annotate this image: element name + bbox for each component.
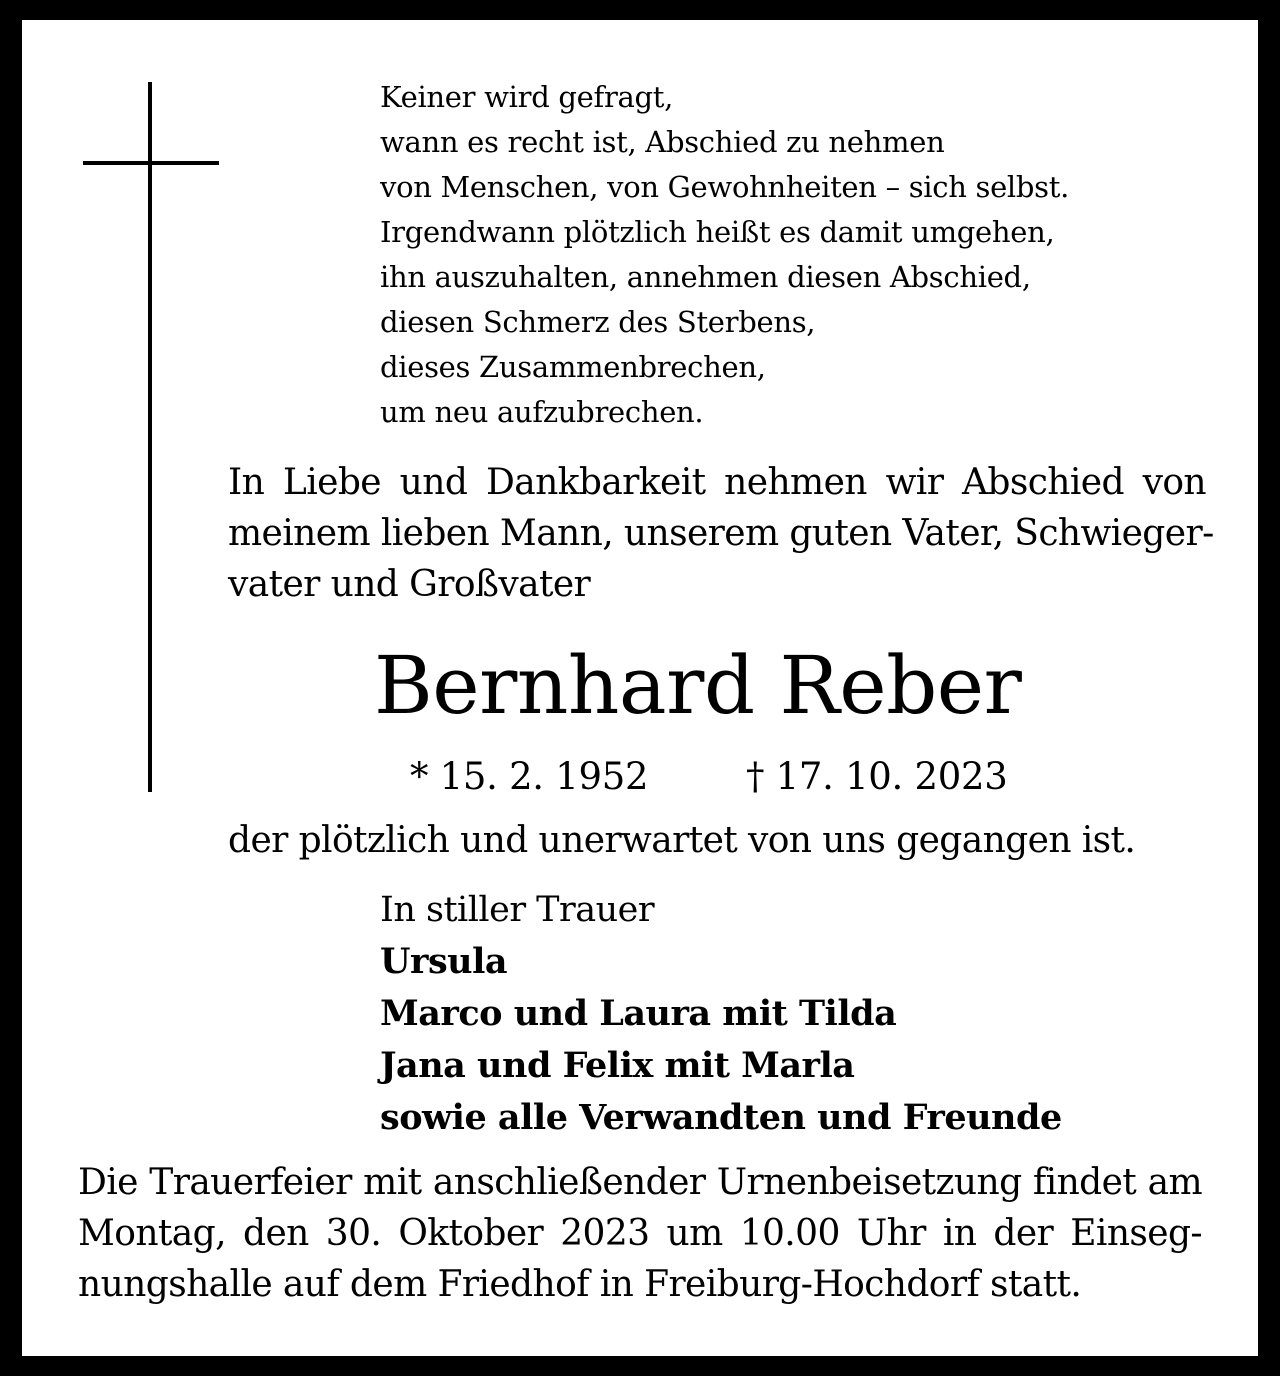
obituary-card [22,20,1258,1356]
intro-line: meinem lieben Mann, unserem guten Vater, Schwieger- [228,513,1214,554]
mourner-name: Jana und Felix mit Marla [380,1045,855,1086]
service-line: nungshalle auf dem Friedhof in Freiburg-Hochdorf statt. [78,1264,1082,1305]
poem-line: um neu aufzubrechen. [380,395,704,429]
mourner-name: Ursula [380,941,508,982]
mourner-name: Marco und Laura mit Tilda [380,993,897,1034]
poem-line: von Menschen, von Gewohnheiten – sich selbst. [380,170,1070,204]
cross-icon [148,82,152,792]
mourners-heading: In stiller Trauer [380,890,655,930]
intro-line: vater und Großvater [228,564,591,605]
poem [380,75,1240,435]
intro-line: In Liebe und Dankbarkeit nehmen wir Abschied von [228,462,1206,503]
intro-text [228,457,1214,610]
cross-icon-bar [83,161,219,165]
service-info [78,1157,1202,1310]
mourners-block [380,884,1062,1144]
poem-line: ihn auszuhalten, annehmen diesen Abschied, [380,260,1031,294]
service-line: Montag, den 30. Oktober 2023 um 10.00 Uhr in der Einseg- [78,1213,1202,1254]
death-date: † 17. 10. 2023 [746,755,1008,798]
service-line: Die Trauerfeier mit anschließender Urnenbeisetzung findet am [78,1162,1202,1203]
poem-line: wann es recht ist, Abschied zu nehmen [380,125,945,159]
poem-line: diesen Schmerz des Sterbens, [380,305,816,339]
passed-text: der plötzlich und unerwartet von uns gegangen ist. [228,820,1136,861]
poem-line: Irgendwann plötzlich heißt es damit umgehen, [380,215,1055,249]
deceased-name: Bernhard Reber [374,639,1022,732]
mourner-name: sowie alle Verwandten und Freunde [380,1097,1062,1138]
birth-date: * 15. 2. 1952 [410,755,649,798]
poem-line: Keiner wird gefragt, [380,80,674,114]
poem-line: dieses Zusammenbrechen, [380,350,766,384]
